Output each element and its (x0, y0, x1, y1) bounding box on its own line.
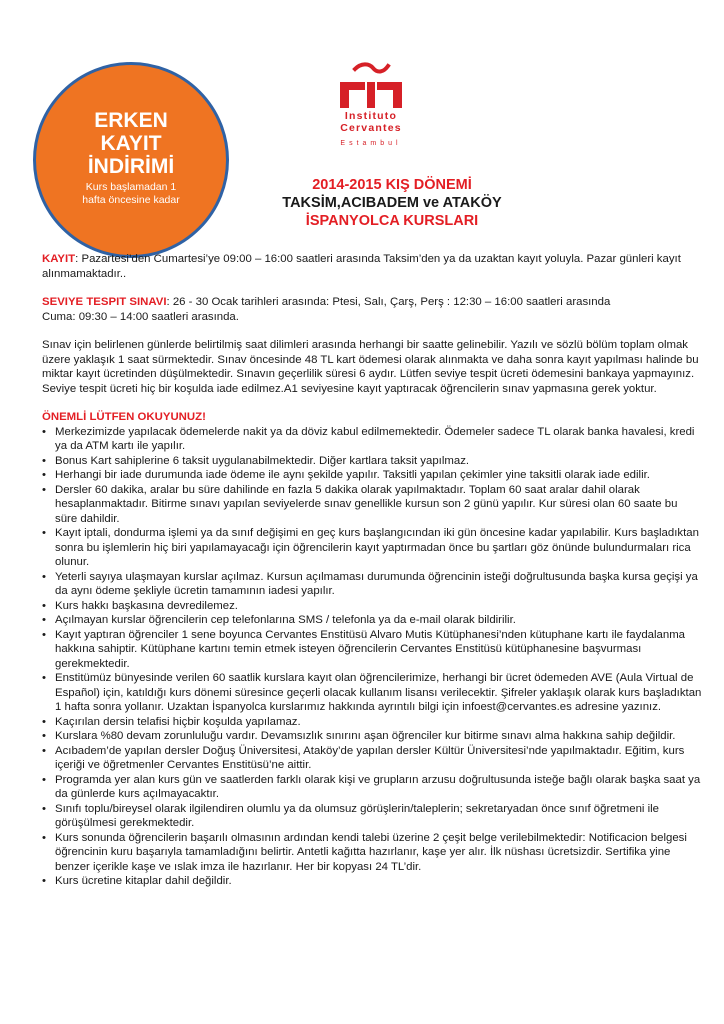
instituto-cervantes-logo (326, 60, 416, 150)
seviye-text-2: Cuma: 09:30 – 14:00 saatleri arasında. (42, 310, 239, 323)
list-item: • Herhangi bir iade durumunda iade ödeme ile aynı şekilde yapılır. Taksitli yapılan çekimler yine taksitli olarak iade edilir. (42, 468, 702, 483)
list-item: • Acıbadem’de yapılan dersler Doğuş Üniversitesi, Ataköy’de yapılan dersler Kültür Üniversitesi’nde yapılmaktadır. Eğitim, kurs içeriği ve öğretmenler Cervantes Enstitüsü’ne aittir. (42, 744, 702, 773)
title-line-2: TAKSİM,ACIBADEM ve ATAKÖY (282, 195, 502, 211)
badge-sub-2: hafta öncesine kadar (82, 194, 180, 206)
list-item: • Bonus Kart sahiplerine 6 taksit uygulanabilmektedir. Diğer kartlara taksit yapılmaz. (42, 454, 702, 469)
kayit-text: : Pazartesi’den Cumartesi’ye 09:00 – 16:00 saatleri arasında Taksim’den ya da uzaktan kayıt yoluyla. Pazar günleri kayıt alınmamaktadır.. (42, 253, 681, 280)
badge-line-3: İNDİRİMİ (87, 155, 175, 178)
list-item: • Sınıfı toplu/bireysel olarak ilgilendiren olumlu ya da olumsuz görüşlerin/taleplerin; sekretaryadan önce sınıf öğretmeni ile görüşülmesi gerekmektedir. (42, 802, 702, 831)
list-item: • Kayıt yaptıran öğrenciler 1 sene boyunca Cervantes Enstitüsü Alvaro Mutis Kütüphanesi’nden kütuphane kartı ile faydalanma hakkına sahiptir. Kütüphane kartını temin etmek isteyen öğrencilerin Cervantes Enstitüsü kütüphanesine başvurması gerekmektedir. (42, 628, 702, 672)
logo-text-1: Instituto (344, 110, 398, 122)
list-item: • Kurs sonunda öğrencilerin başarılı olmasının ardından kendi talebi üzerine 2 çeşit belge verilebilmektedir: Notificacion belgesi öğrencinin kuru başarıyla tamamladığını belirtir. Antetli kağıtta hazırlanır, kaşe yer alır. İlk nüshası ücretsizdir. Sertifika yine benzer içerikle kaşe ve ıslak imza ile hazırlanır. Her bir kopyası 24 TL’dir. (42, 831, 702, 875)
notice-title: ÖNEMLİ LÜTFEN OKUYUNUZ! (42, 411, 206, 423)
logo-text-2: Cervantes (340, 122, 402, 134)
list-item: • Kayıt iptali, dondurma işlemi ya da sınıf değişimi en geç kurs başlangıcından iki gün öncesine kadar yapılabilir. Kurs başladıktan sonra bu işlemlerin hiç biri yapılamayacağı için öğrencilerin kayıt yaptırmadan önce bu şartları göz önünde bulundurmaları rica olunur. (42, 526, 702, 570)
badge-line-2: KAYIT (100, 132, 162, 155)
seviye-paragraph (42, 295, 702, 310)
list-item: • Açılmayan kurslar öğrencilerin cep telefonlarına SMS / telefonla ya da e-mail olarak bildirilir. (42, 613, 702, 628)
badge-line-1: ERKEN (94, 109, 168, 132)
seviye-label: SEVIYE TESPIT SINAVI (42, 296, 167, 308)
kayit-label: KAYIT (42, 253, 76, 265)
title-line-1: 2014-2015 KIŞ DÖNEMİ (312, 177, 472, 193)
page-title (222, 176, 562, 230)
rules-list (42, 425, 702, 889)
list-item: • Kaçırılan dersin telafisi hiçbir koşulda yapılamaz. (42, 715, 702, 730)
list-item: • Kurs hakkı başkasına devredilemez. (42, 599, 702, 614)
list-item: • Programda yer alan kurs gün ve saatlerden farklı olarak kişi ve grupların arzusu doğrultusunda isteğe bağlı olarak başka saat ya da günlerde kurs açılmayacaktır. (42, 773, 702, 802)
list-item: • Kurslara %80 devam zorunluluğu vardır. Devamsızlık sınırını aşan öğrenciler kur bitirme sınavı alma hakkına sahip değildir. (42, 729, 702, 744)
sinav-paragraph: Sınav için belirlenen günlerde belirtilmiş saat dilimleri arasında herhangi bir saatte gelinebilir. Yazılı ve sözlü bölüm toplam olmak üzere yaklaşık 1 saat sürmektedir. Sınav öncesinde 48 TL kart ödemesi olarak alınmakta ve daha sonra kayıt yapılması halinde bu miktar kayıt ücretinden düşülmektedir. Sınavın geçerlilik süresi 6 aydır. Lütfen seviye tespit ücreti ödemesini bankaya yapmayınız. Seviye tespit ücreti hiç bir koşulda iade edilmez.A1 seviyesine kayıt yaptıracak öğrencilerin sınav yapmasına gerek yoktur. (42, 339, 699, 395)
list-item: • Enstitümüz bünyesinde verilen 60 saatlik kurslara kayıt olan öğrencilerimize, herhangi bir ücret ödemeden AVE (Aula Virtual de Español) için, katıldığı kurs dönemi süresince geçerli olacak kullanım lisansı verilecektir. Şifreler yaklaşık olarak kurs başladıktan 1 hafta sonra yollanır. Uzaktan İspanyolca kurslarımız hakkında ayrıntılı bilgi için infoest@cervantes.es adresine yazınız. (42, 671, 702, 715)
list-item: • Yeterli sayıya ulaşmayan kurslar açılmaz. Kursun açılmaması durumunda öğrencinin isteği doğrultusunda başka kursa geçişi ya da aynı ödeme şekliyle ücretin tamamının iadesi yapılır. (42, 570, 702, 599)
early-registration-badge (33, 62, 229, 258)
badge-sub-1: Kurs başlamadan 1 (85, 181, 177, 193)
cervantes-emblem-icon (335, 60, 407, 110)
list-item: • Kurs ücretine kitaplar dahil değildir. (42, 874, 702, 889)
seviye-text: : 26 - 30 Ocak tarihleri arasında: Ptesi, Salı, Çarş, Perş : 12:30 – 16:00 saatleri arasında (166, 296, 611, 308)
logo-text-3: Estambul (340, 140, 402, 147)
list-item: • Dersler 60 dakika, aralar bu süre dahilinde en fazla 5 dakika olarak yapılmaktadır. Toplam 60 saat aralar dahil olarak hesaplanmaktadır. Bitirme sınavı yapılan seviyelerde sınav genellikle kursun son 2 günü yapılır. Kur süresi olan 60 saate bu süre dahildir. (42, 483, 702, 527)
main-content (42, 252, 702, 889)
kayit-paragraph (42, 252, 702, 281)
list-item: • Merkezimizde yapılacak ödemelerde nakit ya da döviz kabul edilmemektedir. Ödemeler sadece TL olarak banka havalesi, kredi ya da ATM kartı ile yapılır. (42, 425, 702, 454)
title-line-3: İSPANYOLCA KURSLARI (305, 213, 479, 229)
